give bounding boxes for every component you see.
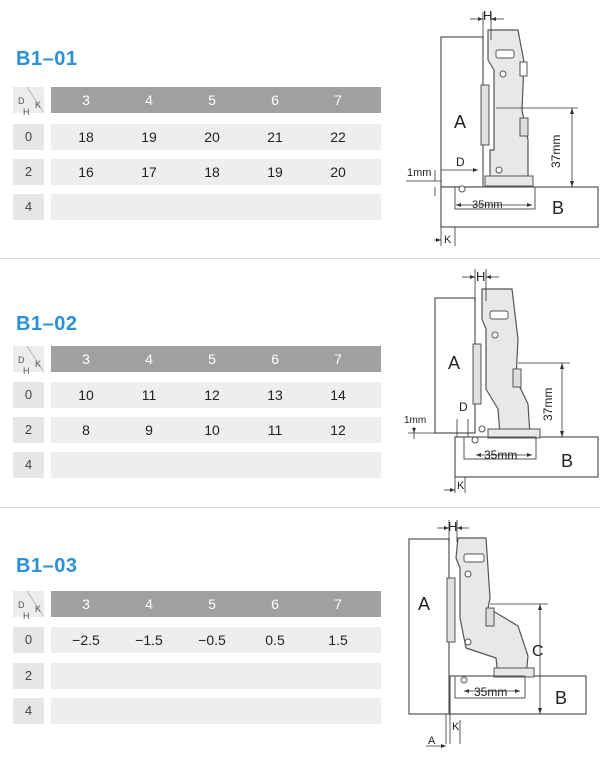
section-b1-03 xyxy=(0,508,600,775)
table-cell xyxy=(121,194,177,220)
table-row xyxy=(13,124,381,150)
table-cell: 20 xyxy=(204,129,220,145)
dim-k-label: K xyxy=(457,480,465,492)
table-cell: 17 xyxy=(141,164,157,180)
table-cell xyxy=(121,698,177,724)
door-a-label: A xyxy=(418,594,431,614)
table-cell xyxy=(121,452,177,478)
section-title: B1–01 xyxy=(16,48,78,70)
column-header: 3 xyxy=(82,92,90,108)
table-header-row xyxy=(13,346,381,376)
table-cell xyxy=(58,698,114,724)
cabinet-b-label: B xyxy=(561,451,574,471)
dim-a-offset-label: A xyxy=(428,735,436,747)
dim-35mm-label: 35mm xyxy=(474,685,508,699)
column-header: 4 xyxy=(145,596,153,612)
table-row xyxy=(13,663,381,689)
table-row xyxy=(13,698,381,724)
table-row xyxy=(13,417,381,443)
dim-h-label: H xyxy=(448,519,458,534)
hinge-diagram xyxy=(400,0,600,258)
table-cell: 10 xyxy=(78,387,94,403)
table-cell: −0.5 xyxy=(198,632,226,648)
table-cell xyxy=(184,194,240,220)
table-cell xyxy=(184,663,240,689)
table-cell: −1.5 xyxy=(135,632,163,648)
table-header-row xyxy=(13,591,381,621)
dim-1mm-label: 1mm xyxy=(404,415,427,426)
row-h-label: 2 xyxy=(13,663,44,689)
table-row xyxy=(13,382,381,408)
table-cell: 22 xyxy=(330,129,346,145)
cabinet-b-label: B xyxy=(555,688,568,708)
dim-k-label: K xyxy=(452,721,460,733)
column-header: 4 xyxy=(145,92,153,108)
section-title: B1–02 xyxy=(16,313,78,335)
dhk-corner-label: D H K xyxy=(13,346,44,372)
table-cell: 13 xyxy=(267,387,283,403)
table-row xyxy=(13,159,381,185)
dim-c-label: C xyxy=(532,643,544,660)
table-cell: 19 xyxy=(141,129,157,145)
table-cell: 1.5 xyxy=(328,632,348,648)
hinge-diagram xyxy=(400,259,600,507)
dim-37mm-label: 37mm xyxy=(541,387,555,421)
row-h-label: 0 xyxy=(13,627,44,653)
dim-1mm-label: 1mm xyxy=(407,167,432,179)
hinge-diagram xyxy=(400,508,600,775)
column-header: 3 xyxy=(82,596,90,612)
column-header: 5 xyxy=(208,596,216,612)
row-h-label: 2 xyxy=(13,417,44,443)
dim-h-label: H xyxy=(476,269,486,284)
table-cell: 10 xyxy=(204,422,220,438)
section-b1-01 xyxy=(0,0,600,258)
row-h-label: 4 xyxy=(13,698,44,724)
table-cell xyxy=(58,452,114,478)
section-title: B1–03 xyxy=(16,555,78,577)
door-a-label: A xyxy=(454,112,467,132)
table-cell: 19 xyxy=(267,164,283,180)
door-a-label: A xyxy=(448,353,461,373)
cabinet-b-label: B xyxy=(552,198,565,218)
table-cell: −2.5 xyxy=(72,632,100,648)
column-header: 6 xyxy=(271,92,279,108)
table-cell xyxy=(184,452,240,478)
table-cell: 16 xyxy=(78,164,94,180)
table-cell xyxy=(247,698,303,724)
table-row xyxy=(13,627,381,653)
row-h-label: 4 xyxy=(13,452,44,478)
table-cell: 14 xyxy=(330,387,346,403)
dim-h-label: H xyxy=(483,8,493,23)
dim-k-label: K xyxy=(444,234,452,246)
dhk-corner-label: D H K xyxy=(13,591,44,617)
table-cell xyxy=(58,194,114,220)
dim-35mm-label: 35mm xyxy=(472,199,503,211)
table-cell: 20 xyxy=(330,164,346,180)
row-h-label: 0 xyxy=(13,382,44,408)
column-header: 6 xyxy=(271,596,279,612)
table-cell xyxy=(310,698,366,724)
table-cell: 12 xyxy=(330,422,346,438)
table-cell xyxy=(184,698,240,724)
dim-37mm-label: 37mm xyxy=(549,134,563,168)
column-header: 6 xyxy=(271,351,279,367)
column-header: 5 xyxy=(208,351,216,367)
table-cell: 18 xyxy=(78,129,94,145)
table-cell: 0.5 xyxy=(265,632,285,648)
table-cell: 9 xyxy=(145,422,153,438)
dim-d-label: D xyxy=(456,155,465,169)
table-cell xyxy=(58,663,114,689)
column-header: 4 xyxy=(145,351,153,367)
table-cell xyxy=(247,663,303,689)
table-cell: 8 xyxy=(82,422,90,438)
dim-d-label: D xyxy=(459,400,468,414)
table-row xyxy=(13,194,381,220)
table-cell: 11 xyxy=(267,422,283,438)
table-cell xyxy=(310,452,366,478)
table-row xyxy=(13,452,381,478)
table-cell xyxy=(310,663,366,689)
column-header: 7 xyxy=(334,351,342,367)
row-h-label: 2 xyxy=(13,159,44,185)
table-cell xyxy=(310,194,366,220)
row-h-label: 4 xyxy=(13,194,44,220)
row-h-label: 0 xyxy=(13,124,44,150)
table-cell: 12 xyxy=(204,387,220,403)
table-cell: 18 xyxy=(204,164,220,180)
table-header-row xyxy=(13,87,381,117)
section-b1-02 xyxy=(0,259,600,507)
column-header: 3 xyxy=(82,351,90,367)
table-cell xyxy=(247,194,303,220)
table-cell xyxy=(247,452,303,478)
column-header: 7 xyxy=(334,92,342,108)
table-cell: 21 xyxy=(267,129,283,145)
column-header: 5 xyxy=(208,92,216,108)
table-cell xyxy=(121,663,177,689)
dim-35mm-label: 35mm xyxy=(484,448,518,462)
table-cell: 11 xyxy=(141,387,157,403)
dhk-corner-label: D H K xyxy=(13,87,44,113)
column-header: 7 xyxy=(334,596,342,612)
